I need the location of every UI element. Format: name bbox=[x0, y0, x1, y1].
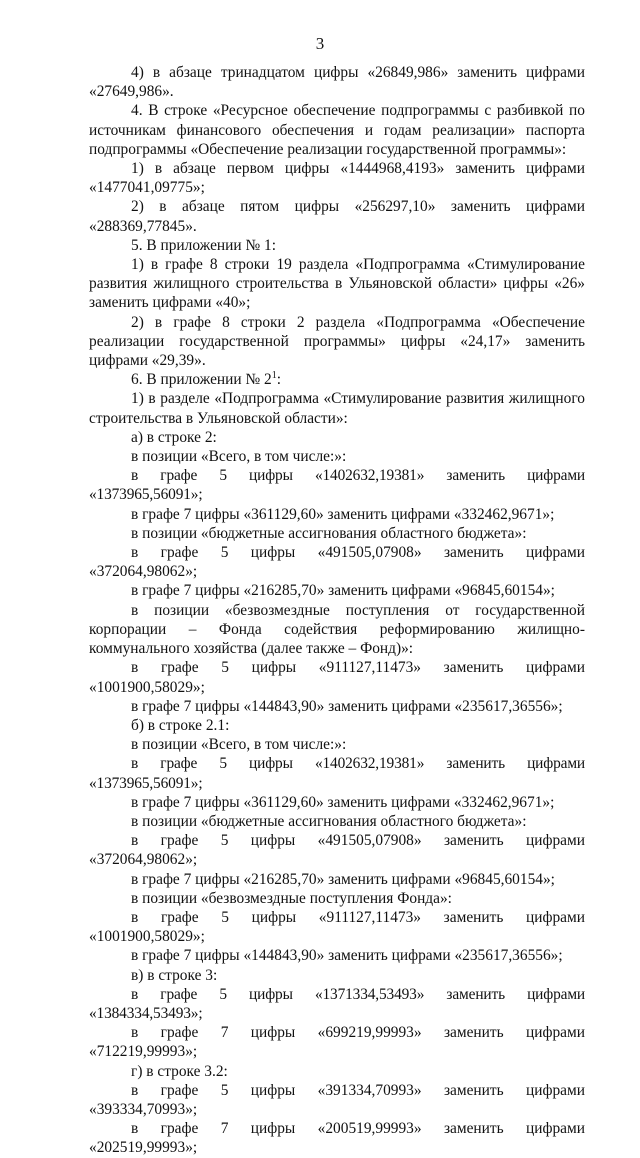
paragraph: в позиции «Всего, в том числе:»: bbox=[131, 736, 347, 754]
paragraph: в графе 5 цифры «911127,11473» заменить цифрами «1001900,58029»; bbox=[89, 659, 585, 696]
paragraph: в графе 5 цифры «911127,11473» заменить цифрами «1001900,58029»; bbox=[89, 908, 585, 946]
paragraph: в графе 5 цифры «491505,07908» заменить цифрами «372064,98062»; bbox=[89, 544, 585, 581]
paragraph: в графе 5 цифры «1371334,53493» заменить цифрами «1384334,53493»; bbox=[89, 985, 585, 1022]
paragraph: б) в строке 2.1: bbox=[131, 716, 230, 734]
appendix-2-superscript: 1 bbox=[271, 370, 277, 382]
paragraph: а) в строке 2: bbox=[131, 428, 217, 446]
paragraph: в позиции «безвозмездные поступления Фонда»: bbox=[131, 889, 452, 907]
page-number: 3 bbox=[315, 34, 325, 53]
paragraph: 5. В приложении № 1: bbox=[131, 236, 276, 254]
paragraph: 2) в абзаце пятом цифры «256297,10» заменить цифрами «288369,77845». bbox=[89, 198, 585, 235]
document-body bbox=[89, 63, 585, 1158]
paragraph: 4) в абзаце тринадцатом цифры «26849,986» заменить цифрами «27649,986». bbox=[89, 64, 585, 101]
appendix-2-heading-text: 6. В приложении № 2 bbox=[131, 371, 272, 389]
paragraph: в графе 7 цифры «699219,99993» заменить цифрами «712219,99993»; bbox=[89, 1024, 585, 1061]
paragraph: в графе 5 цифры «491505,07908» заменить цифрами «372064,98062»; bbox=[89, 832, 585, 869]
appendix-2-heading-suffix: : bbox=[276, 371, 281, 389]
paragraph: в графе 7 цифры «216285,70» заменить цифрами «96845,60154»; bbox=[131, 870, 555, 888]
paragraph: в позиции «безвозмездные поступления от государственной корпорации – Фонда содействия реформированию жилищно-коммунального хозяйства (далее также – Фонд)»: bbox=[89, 601, 585, 658]
paragraph: в графе 7 цифры «144843,90» заменить цифрами «235617,36556»; bbox=[131, 697, 563, 715]
paragraph: 4. В строке «Ресурсное обеспечение подпрограммы с разбивкой по источникам финансового обеспечения и годам реализации» паспорта подпрограммы «Обеспечение реализации государственной программы»: bbox=[89, 102, 585, 158]
paragraph: 1) в графе 8 строки 19 раздела «Подпрограмма «Стимулирование развития жилищного строительства в Ульяновской области» цифры «26» заменить цифрами «40»; bbox=[89, 256, 585, 312]
paragraph: 1) в абзаце первом цифры «1444968,4193» заменить цифрами «1477041,09775»; bbox=[89, 160, 585, 197]
paragraph: в графе 7 цифры «144843,90» заменить цифрами «235617,36556»; bbox=[131, 947, 563, 965]
paragraph: в графе 7 цифры «361129,60» заменить цифрами «332462,9671»; bbox=[131, 505, 555, 523]
paragraph: в графе 5 цифры «391334,70993» заменить цифрами «393334,70993»; bbox=[89, 1081, 585, 1118]
paragraph: в графе 7 цифры «361129,60» заменить цифрами «332462,9671»; bbox=[131, 793, 555, 811]
paragraph: г) в строке 3.2: bbox=[131, 1062, 228, 1080]
appendix-2-heading bbox=[89, 370, 585, 389]
paragraph: в графе 5 цифры «1402632,19381» заменить цифрами «1373965,56091»; bbox=[89, 755, 585, 792]
paragraph: в) в строке 3: bbox=[131, 966, 218, 984]
paragraph: в графе 7 цифры «216285,70» заменить цифрами «96845,60154»; bbox=[131, 582, 555, 600]
paragraph: 1) в разделе «Подпрограмма «Стимулирование развития жилищного строительства в Ульяновской области»: bbox=[89, 390, 585, 427]
paragraph: в позиции «Всего, в том числе:»: bbox=[131, 448, 347, 466]
paragraph: в графе 7 цифры «200519,99993» заменить цифрами «202519,99993»; bbox=[89, 1120, 585, 1157]
paragraph: в графе 5 цифры «1402632,19381» заменить цифрами «1373965,56091»; bbox=[89, 467, 585, 504]
paragraph: в позиции «бюджетные ассигнования областного бюджета»: bbox=[131, 524, 527, 542]
paragraph: 2) в графе 8 строки 2 раздела «Подпрограмма «Обеспечение реализации государственной программы» цифры «24,17» заменить цифрами «29,39». bbox=[89, 313, 585, 370]
paragraph: в позиции «бюджетные ассигнования областного бюджета»: bbox=[131, 812, 527, 830]
